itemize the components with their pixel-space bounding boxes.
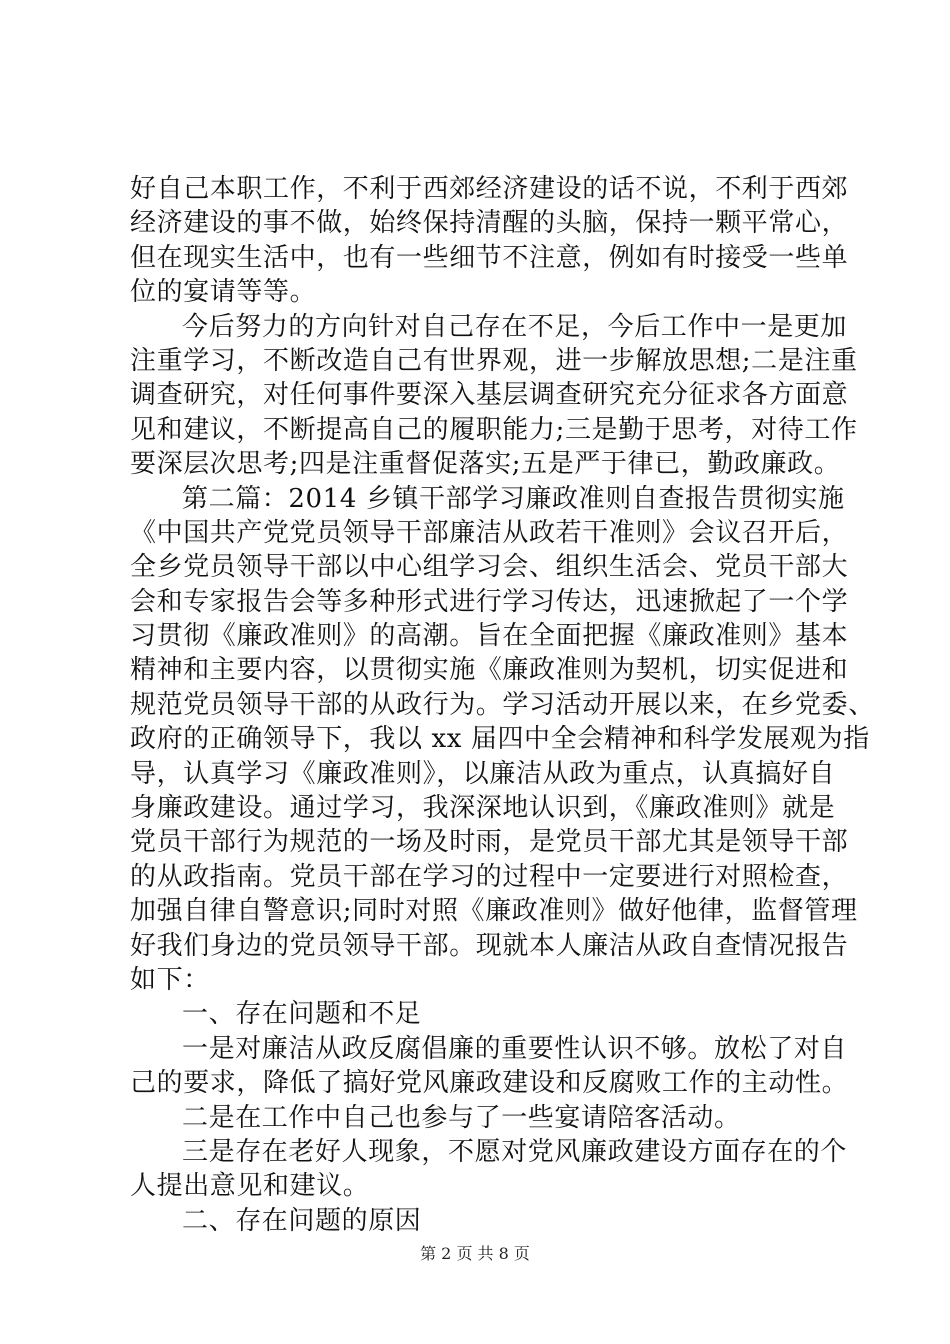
paragraph-first-line: 三是存在老好人现象，不愿对党风廉政建设方面存在的个 bbox=[182, 1136, 848, 1167]
paragraph-line: 习贯彻《廉政准则》的高潮。旨在全面把握《廉政准则》基本 bbox=[130, 621, 849, 652]
paragraph-line: 己的要求，降低了搞好党风廉政建设和反腐败工作的主动性。 bbox=[130, 1068, 849, 1099]
paragraph-line: 位的宴请等等。 bbox=[130, 277, 317, 308]
paragraph-line: 注重学习，不断改造自己有世界观，进一步解放思想;二是注重 bbox=[130, 345, 858, 376]
paragraph-first-line: 第二篇：2014 乡镇干部学习廉政准则自查报告贯彻实施 bbox=[182, 483, 845, 514]
paragraph-line: 政府的正确领导下，我以 xx 届四中全会精神和科学发展观为指 bbox=[130, 724, 870, 755]
paragraph-line: 调查研究，对任何事件要深入基层调查研究充分征求各方面意 bbox=[130, 380, 849, 411]
section-heading: 二、存在问题的原因 bbox=[182, 1205, 422, 1236]
document-body bbox=[130, 172, 875, 1238]
paragraph-line: 规范党员领导干部的从政行为。学习活动开展以来，在乡党委、 bbox=[130, 689, 875, 720]
paragraph-line: 但在现实生活中，也有一些细节不注意，例如有时接受一些单 bbox=[130, 242, 849, 273]
paragraph-first-line: 二是在工作中自己也参与了一些宴请陪客活动。 bbox=[182, 1102, 741, 1133]
paragraph-line: 好自己本职工作，不利于西郊经济建设的话不说，不利于西郊 bbox=[130, 174, 849, 204]
paragraph-line: 导，认真学习《廉政准则》，以廉洁从政为重点，认真搞好自 bbox=[130, 758, 836, 789]
paragraph-line: 党员干部行为规范的一场及时雨，是党员干部尤其是领导干部 bbox=[130, 827, 849, 858]
paragraph-first-line: 一是对廉洁从政反腐倡廉的重要性认识不够。放松了对自 bbox=[182, 1033, 848, 1064]
paragraph-line: 人提出意见和建议。 bbox=[130, 1171, 370, 1202]
paragraph-line: 的从政指南。党员干部在学习的过程中一定要进行对照检查， bbox=[130, 861, 849, 892]
paragraph-line: 身廉政建设。通过学习，我深深地认识到，《廉政准则》就是 bbox=[130, 793, 836, 824]
paragraph-line: 经济建设的事不做，始终保持清醒的头脑，保持一颗平常心， bbox=[130, 208, 849, 239]
paragraph-line: 好我们身边的党员领导干部。现就本人廉洁从政自查情况报告 bbox=[130, 930, 849, 961]
paragraph-line: 全乡党员领导干部以中心组学习会、组织生活会、党员干部大 bbox=[130, 552, 849, 583]
page-footer: 第 2 页 共 8 页 bbox=[420, 1244, 530, 1263]
paragraph-line: 见和建议，不断提高自己的履职能力;三是勤于思考，对待工作 bbox=[130, 414, 858, 445]
paragraph-first-line: 今后努力的方向针对自己存在不足，今后工作中一是更加 bbox=[182, 311, 848, 342]
section-heading: 一、存在问题和不足 bbox=[182, 999, 422, 1030]
paragraph-line: 精神和主要内容，以贯彻实施《廉政准则为契机，切实促进和 bbox=[130, 655, 849, 686]
paragraph-line: 要深层次思考;四是注重督促落实;五是严于律已，勤政廉政。 bbox=[130, 449, 841, 480]
paragraph-line: 如下： bbox=[130, 964, 210, 995]
paragraph-line: 《中国共产党党员领导干部廉洁从政若干准则》会议召开后， bbox=[130, 517, 849, 548]
paragraph-line: 会和专家报告会等多种形式进行学习传达，迅速掀起了一个学 bbox=[130, 586, 849, 617]
paragraph-line: 加强自律自警意识;同时对照《廉政准则》做好他律，监督管理 bbox=[130, 896, 858, 927]
